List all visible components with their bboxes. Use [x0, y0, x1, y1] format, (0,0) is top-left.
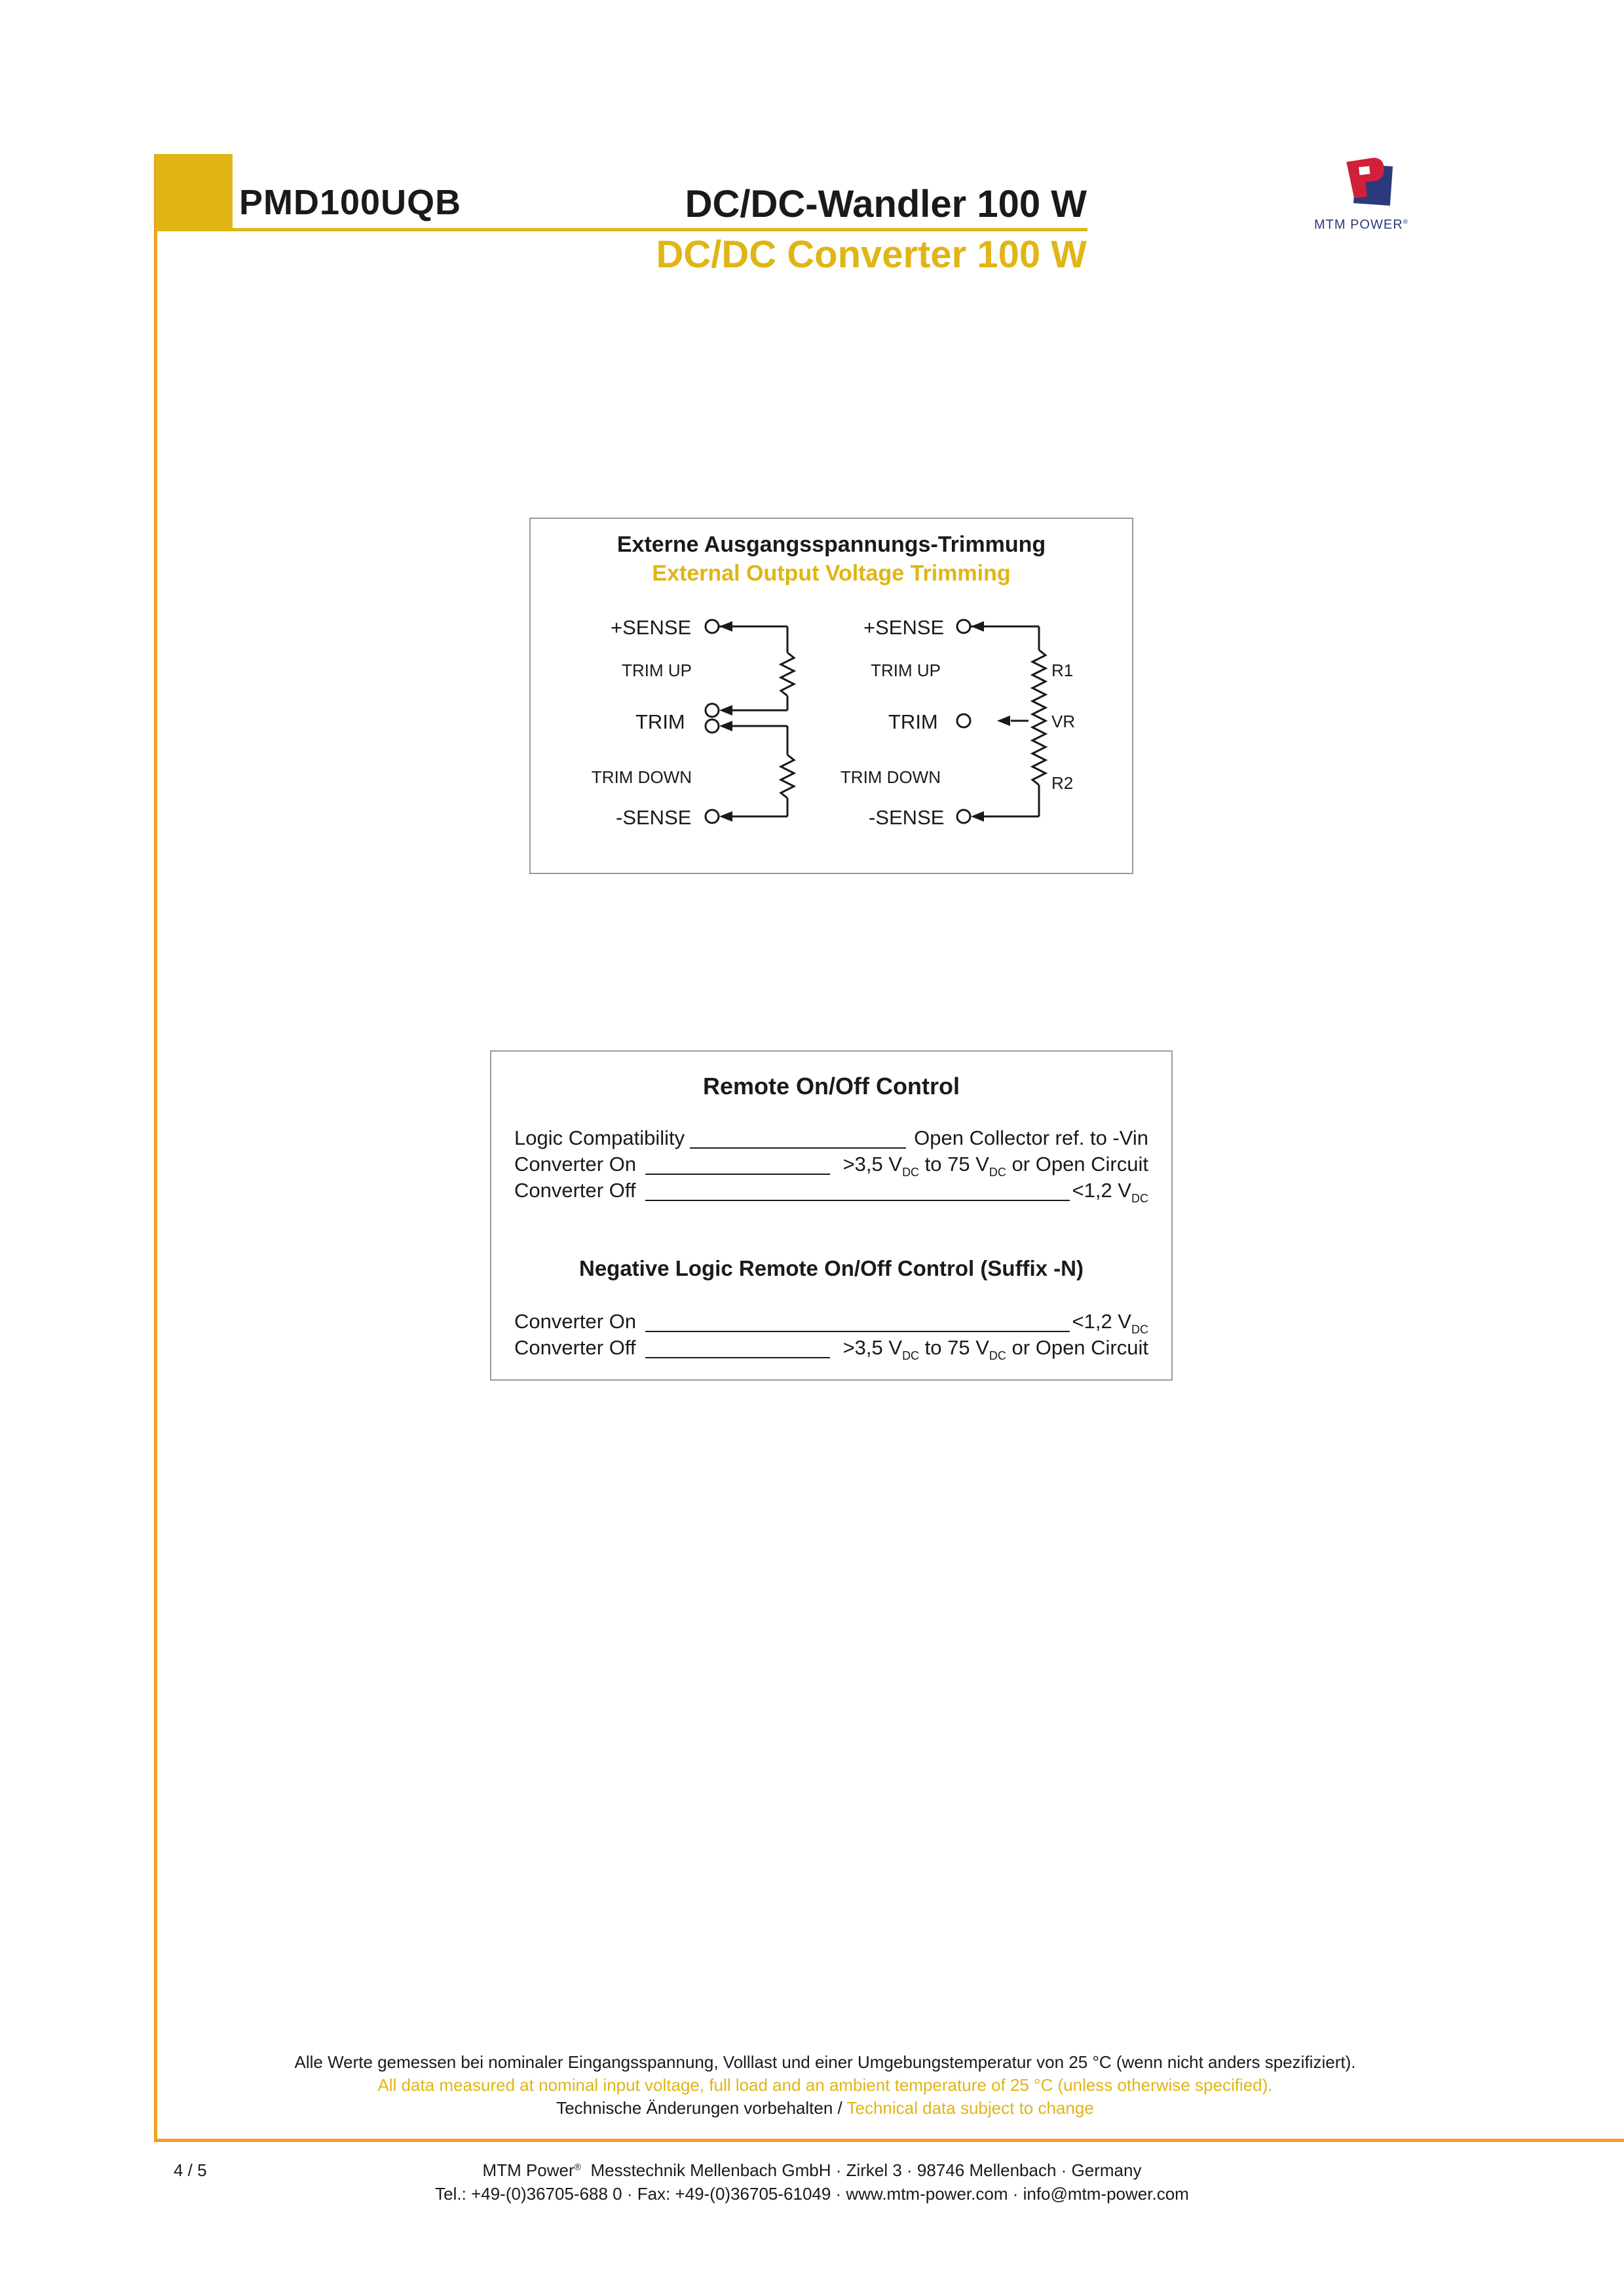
- spec-value: <1,2 $V_{DC}$: [1072, 1310, 1148, 1336]
- spec-row: [514, 1179, 1148, 1205]
- header-rule: [233, 228, 1087, 231]
- spec-value: >3,5 $V_{DC}$ to 75 $V_{DC}$ or Open Circuit: [842, 1153, 1148, 1179]
- product-code: PMD100UQB: [239, 183, 462, 222]
- title-english: DC/DC Converter 100 W: [656, 233, 1087, 276]
- left-trim-label: TRIM: [635, 710, 685, 733]
- spec-label: Logic Compatibility: [514, 1126, 685, 1149]
- page-frame-bottom: [154, 2139, 1624, 2142]
- trim-title-english: External Output Voltage Trimming: [652, 561, 1011, 586]
- leader-line: [645, 1200, 1070, 1201]
- right-trim-label: TRIM: [888, 710, 938, 733]
- spec-label: Converter On: [514, 1153, 637, 1176]
- right-trim-up-label: TRIM UP: [871, 660, 941, 680]
- right-minus-sense-label: -SENSE: [869, 806, 945, 829]
- company-address: MTM Power® Messtechnik Mellenbach GmbH · Zirkel 3 · 98746 Mellenbach · Germany: [482, 2160, 1142, 2180]
- leader-line: [645, 1357, 830, 1358]
- header-accent-block: [156, 154, 233, 231]
- spec-value: <1,2 $V_{DC}$: [1072, 1179, 1148, 1205]
- left-minus-sense-label: -SENSE: [616, 806, 692, 829]
- company-contact: Tel.: +49-(0)36705-688 0 · Fax: +49-(0)36705-61049 · www.mtm-power.com · info@mtm-power.com: [435, 2184, 1189, 2204]
- mtm-power-logo-icon: [1343, 156, 1395, 208]
- negative-logic-title: Negative Logic Remote On/Off Control (Suffix -N): [578, 1256, 1084, 1280]
- spec-label: Converter Off: [514, 1336, 636, 1359]
- right-trim-down-label: TRIM DOWN: [840, 767, 941, 787]
- page-frame-left: [154, 154, 157, 2142]
- spec-label: Converter On: [514, 1310, 637, 1333]
- resistor-r2-label: R2: [1051, 773, 1074, 793]
- footer-technical-changes: Technische Änderungen vorbehalten / Technical data subject to change: [556, 2098, 1094, 2118]
- trim-circuit-diagram: [531, 590, 1130, 865]
- spec-row: [514, 1336, 1148, 1362]
- spec-row: [514, 1310, 1148, 1336]
- spec-row: [514, 1126, 1148, 1153]
- logo-text: MTM POWER®: [1314, 218, 1409, 232]
- left-trim-down-label: TRIM DOWN: [591, 767, 692, 787]
- title-german: DC/DC-Wandler 100 W: [685, 183, 1087, 225]
- spec-value: Open Collector ref. to -Vin: [914, 1126, 1148, 1149]
- spec-value: >3,5 $V_{DC}$ to 75 $V_{DC}$ or Open Circuit: [842, 1336, 1148, 1362]
- remote-title: Remote On/Off Control: [703, 1073, 960, 1100]
- remote-control-box: [490, 1050, 1173, 1381]
- leader-line: [690, 1147, 906, 1149]
- left-trim-up-label: TRIM UP: [622, 660, 692, 680]
- resistor-r1-label: R1: [1051, 660, 1074, 680]
- leader-line: [645, 1331, 1070, 1332]
- page-number: 4 / 5: [174, 2160, 207, 2180]
- leader-line: [645, 1174, 830, 1175]
- footer-note-german: Alle Werte gemessen bei nominaler Eingangsspannung, Volllast und einer Umgebungstemperatur von 25 °C (wenn nicht anders spezifiziert).: [294, 2052, 1356, 2072]
- right-plus-sense-label: +SENSE: [863, 616, 945, 639]
- left-circuit: [706, 620, 794, 823]
- spec-label: Converter Off: [514, 1179, 636, 1202]
- potentiometer-vr-label: VR: [1051, 712, 1076, 731]
- trim-title-german: Externe Ausgangsspannungs-Trimmung: [616, 532, 1046, 557]
- footer-note-english: All data measured at nominal input voltage, full load and an ambient temperature of 25 °C (unless otherwise specified).: [377, 2075, 1273, 2095]
- left-plus-sense-label: +SENSE: [611, 616, 692, 639]
- spec-row: [514, 1153, 1148, 1179]
